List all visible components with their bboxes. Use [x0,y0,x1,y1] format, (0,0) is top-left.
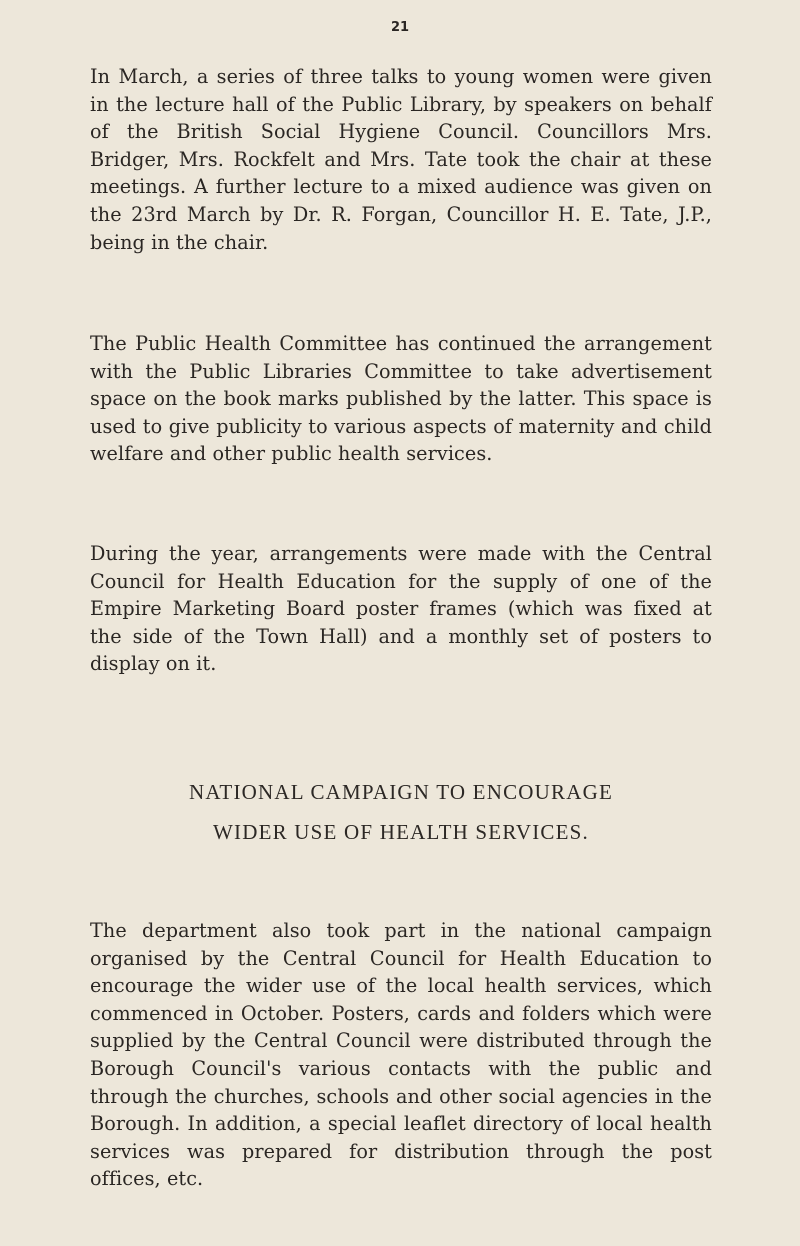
section-heading [90,772,712,852]
section-heading-line-2: WIDER USE OF HEALTH SERVICES. [213,820,589,844]
paragraph-poster-frames: During the year, arrangements were made with the Central Council for Health Education for the supply of one of the Empire Marketing Board poster frames (which was fixed at the side of the Town Hall) and a monthly set of posters to display on it. [90,542,712,676]
page-number: 21 [390,20,410,35]
paragraph-talks: In March, a series of three talks to young women were given in the lecture hall of the Public Library, by speakers on behalf of the British Social Hygiene Council. Councillors Mrs. Bridger, Mrs. Rockfelt and Mrs. Tate took the chair at these meetings. A further lecture to a mixed audience was given on the 23rd March by Dr. R. Forgan, Councillor H. E. Tate, J.P., being in the chair. [90,65,712,254]
paragraph-book-marks: The Public Health Committee has continued the arrangement with the Public Libraries Committee to take advertisement space on the book marks published by the latter. This space is used to give publicity to various aspects of maternity and child welfare and other public health services. [90,332,712,466]
paragraph-national-campaign: The department also took part in the national campaign organised by the Central Council for Health Education to encourage the wider use of the local health services, which commenced in October. Posters, cards and folders which were supplied by the Central Council were distributed through the Borough Council's various contacts with the public and through the churches, schools and other social agencies in the Borough. In addition, a special leaflet directory of local health services was prepared for distribution through the post offices, etc. [90,919,712,1191]
section-heading-line-1: NATIONAL CAMPAIGN TO ENCOURAGE [189,780,613,804]
